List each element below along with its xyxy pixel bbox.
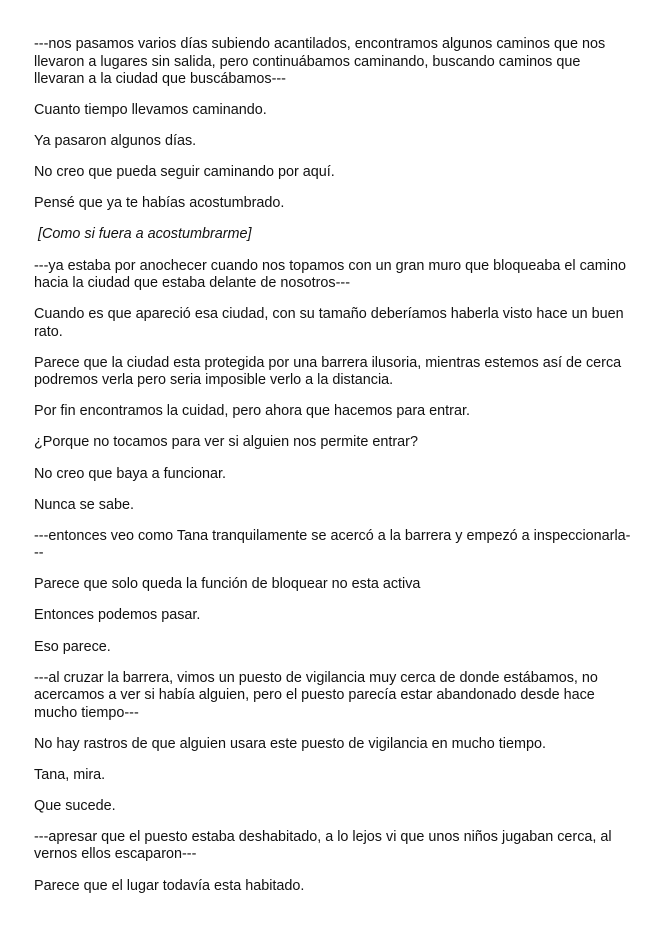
paragraph-dialogue: No creo que baya a funcionar. xyxy=(34,465,227,482)
paragraph-dialogue: Nunca se sabe. xyxy=(34,496,134,513)
paragraph-narration-3: ---entonces veo como Tana tranquilamente se acercó a la barrera y empezó a inspeccionarla--- xyxy=(34,527,631,562)
paragraph-thought: [Como si fuera a acostumbrarme] xyxy=(38,226,252,243)
paragraph-dialogue: Entonces podemos pasar. xyxy=(34,607,201,624)
paragraph-dialogue: Tana, mira. xyxy=(34,766,106,783)
paragraph-narration-4: ---al cruzar la barrera, vimos un puesto de vigilancia muy cerca de donde estábamos, no acercamos a ver si había alguien, pero el puesto parecía estar abandonado desde hace mucho tiempo--- xyxy=(34,669,598,721)
paragraph-dialogue: Parece que solo queda la función de bloquear no esta activa xyxy=(34,576,421,593)
paragraph-dialogue: Parece que la ciudad esta protegida por una barrera ilusoria, mientras estemos así de cerca podremos verla pero seria imposible verlo a la distancia. xyxy=(34,354,622,389)
paragraph-dialogue: Cuanto tiempo llevamos caminando. xyxy=(34,102,267,119)
document-body xyxy=(34,36,634,909)
paragraph-dialogue: No creo que pueda seguir caminando por aquí. xyxy=(34,164,335,181)
paragraph-narration-5: ---apresar que el puesto estaba deshabitado, a lo lejos vi que unos niños jugaban cerca, al vernos ellos escaparon--- xyxy=(34,828,612,863)
paragraph-dialogue: Ya pasaron algunos días. xyxy=(34,133,197,150)
paragraph-dialogue: Cuando es que apareció esa ciudad, con su tamaño deberíamos haberla visto hace un buen rato. xyxy=(34,306,624,340)
paragraph-dialogue: Que sucede. xyxy=(34,797,116,814)
paragraph-narration-2: ---ya estaba por anochecer cuando nos topamos con un gran muro que bloqueaba el camino hacia la ciudad que estaba delante de nosotros--- xyxy=(34,257,626,292)
paragraph-dialogue: Eso parece. xyxy=(34,638,111,655)
paragraph-dialogue: Pensé que ya te habías acostumbrado. xyxy=(34,195,285,212)
paragraph-dialogue: Parece que el lugar todavía esta habitado. xyxy=(34,877,305,894)
paragraph-dialogue: Por fin encontramos la cuidad, pero ahora que hacemos para entrar. xyxy=(34,403,470,420)
paragraph-narration-1: ---nos pasamos varios días subiendo acantilados, encontramos algunos caminos que nos llevaron a lugares sin salida, pero continuábamos caminando, buscando caminos que llevaran a la ciudad que buscábamos--- xyxy=(34,36,606,87)
paragraph-dialogue: ¿Porque no tocamos para ver si alguien nos permite entrar? xyxy=(34,434,418,451)
paragraph-dialogue: No hay rastros de que alguien usara este puesto de vigilancia en mucho tiempo. xyxy=(34,735,546,752)
